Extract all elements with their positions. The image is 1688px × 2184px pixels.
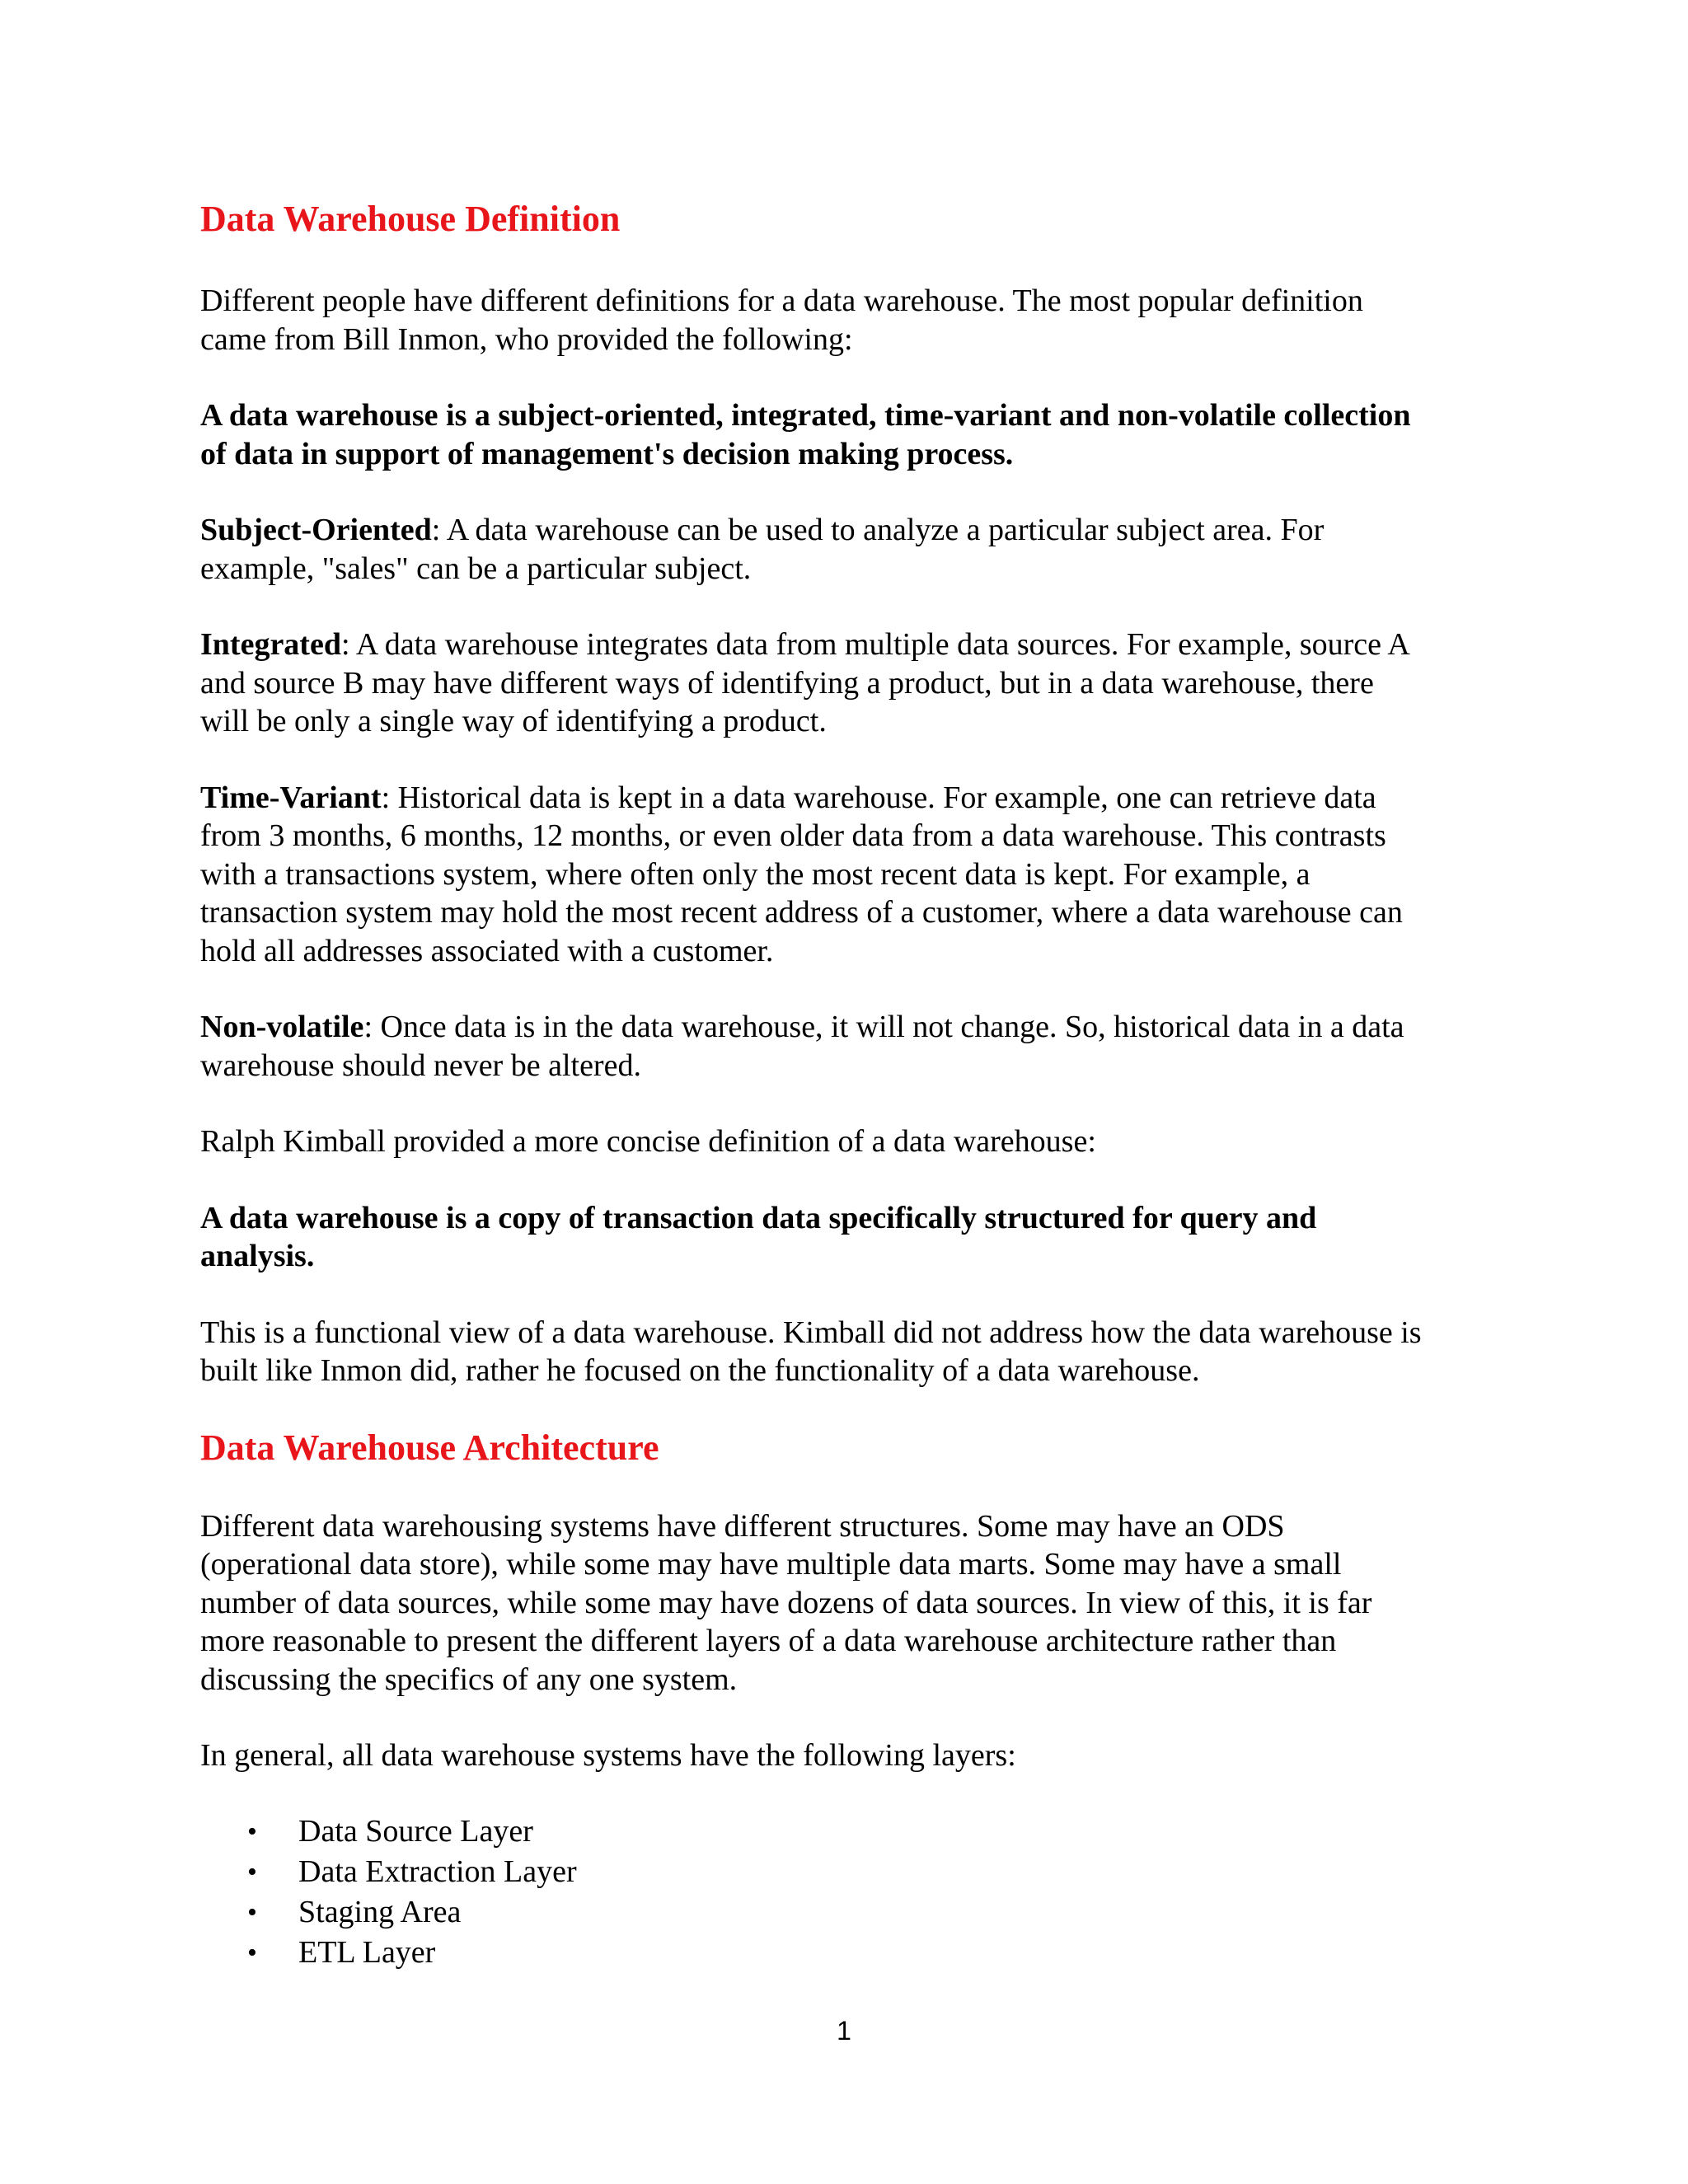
time-variant-paragraph [200,779,1503,971]
time-variant-line-4: transaction system may hold the most recent address of a customer, where a data warehouse can [200,895,1403,930]
layer-label: Data Source Layer [298,1813,533,1849]
bullet-icon: • [247,1937,257,1968]
inmon-definition-line-1: A data warehouse is a subject-oriented, integrated, time-variant and non-volatile collection [200,398,1411,433]
list-item [200,1852,1503,1892]
intro-line-1: Different people have different definitions for a data warehouse. The most popular definition [200,284,1363,318]
integrated-line-1: : A data warehouse integrates data from multiple data sources. For example, source A [340,627,1410,662]
intro-paragraph [200,282,1503,359]
integrated-term: Integrated [200,627,341,662]
list-item [200,1811,1503,1852]
bullet-icon: • [247,1856,257,1887]
bullet-icon: • [247,1896,257,1928]
intro-line-2: came from Bill Inmon, who provided the following: [200,321,853,357]
integrated-paragraph [200,626,1503,741]
non-volatile-line-1: : Once data is in the data warehouse, it will not change. So, historical data in a data [363,1010,1404,1044]
inmon-definition-line-2: of data in support of management's decision making process. [200,436,1014,471]
kimball-definition-line-1: A data warehouse is a copy of transaction data specifically structured for query and [200,1200,1317,1235]
inmon-definition [200,396,1503,473]
architecture-intro-line-2: (operational data store), while some may have multiple data marts. Some may have a small [200,1547,1342,1582]
architecture-intro-line-4: more reasonable to present the different layers of a data warehouse architecture rather than [200,1624,1337,1658]
subject-oriented-paragraph [200,511,1503,588]
architecture-intro-line-1: Different data warehousing systems have different structures. Some may have an ODS [200,1508,1285,1544]
time-variant-term: Time-Variant [200,780,382,815]
architecture-intro-line-3: number of data sources, while some may have dozens of data sources. In view of this, it is far [200,1585,1372,1620]
architecture-intro-line-5: discussing the specifics of any one system. [200,1661,738,1697]
layer-label: ETL Layer [298,1934,436,1970]
functional-view-line-2: built like Inmon did, rather he focused on the functionality of a data warehouse. [200,1353,1200,1388]
kimball-definition [200,1199,1503,1276]
page-content [200,194,1503,1973]
list-item [200,1933,1503,1973]
non-volatile-paragraph [200,1008,1503,1085]
time-variant-line-2: from 3 months, 6 months, 12 months, or even older data from a data warehouse. This contrasts [200,818,1386,853]
non-volatile-line-2: warehouse should never be altered. [200,1047,641,1083]
time-variant-line-1: : Historical data is kept in a data warehouse. For example, one can retrieve data [381,780,1376,815]
layers-list [200,1811,1503,1973]
subject-oriented-line-2: example, "sales" can be a particular subject. [200,551,752,586]
functional-view-line-1: This is a functional view of a data warehouse. Kimball did not address how the data warehouse is [200,1315,1422,1350]
kimball-definition-line-2: analysis. [200,1239,315,1273]
time-variant-line-5: hold all addresses associated with a customer. [200,933,774,968]
bullet-icon: • [247,1816,257,1847]
heading-definition: Data Warehouse Definition [200,199,621,239]
layers-intro: In general, all data warehouse systems have the following layers: [200,1738,1016,1773]
integrated-line-2: and source B may have different ways of identifying a product, but in a data warehouse, there [200,665,1374,701]
kimball-intro: Ralph Kimball provided a more concise definition of a data warehouse: [200,1124,1096,1159]
non-volatile-term: Non-volatile [200,1010,364,1044]
subject-oriented-line-1: : A data warehouse can be used to analyze a particular subject area. For [431,513,1325,547]
architecture-intro-paragraph [200,1507,1503,1699]
subject-oriented-term: Subject-Oriented [200,513,432,547]
page-number: 1 [837,2016,851,2046]
integrated-line-3: will be only a single way of identifying a product. [200,704,827,738]
time-variant-line-3: with a transactions system, where often only the most recent data is kept. For example, a [200,856,1311,892]
layer-label: Data Extraction Layer [298,1854,577,1889]
layer-label: Staging Area [298,1894,462,1929]
list-item [200,1892,1503,1933]
functional-view-paragraph [200,1314,1503,1390]
heading-architecture: Data Warehouse Architecture [200,1427,659,1468]
